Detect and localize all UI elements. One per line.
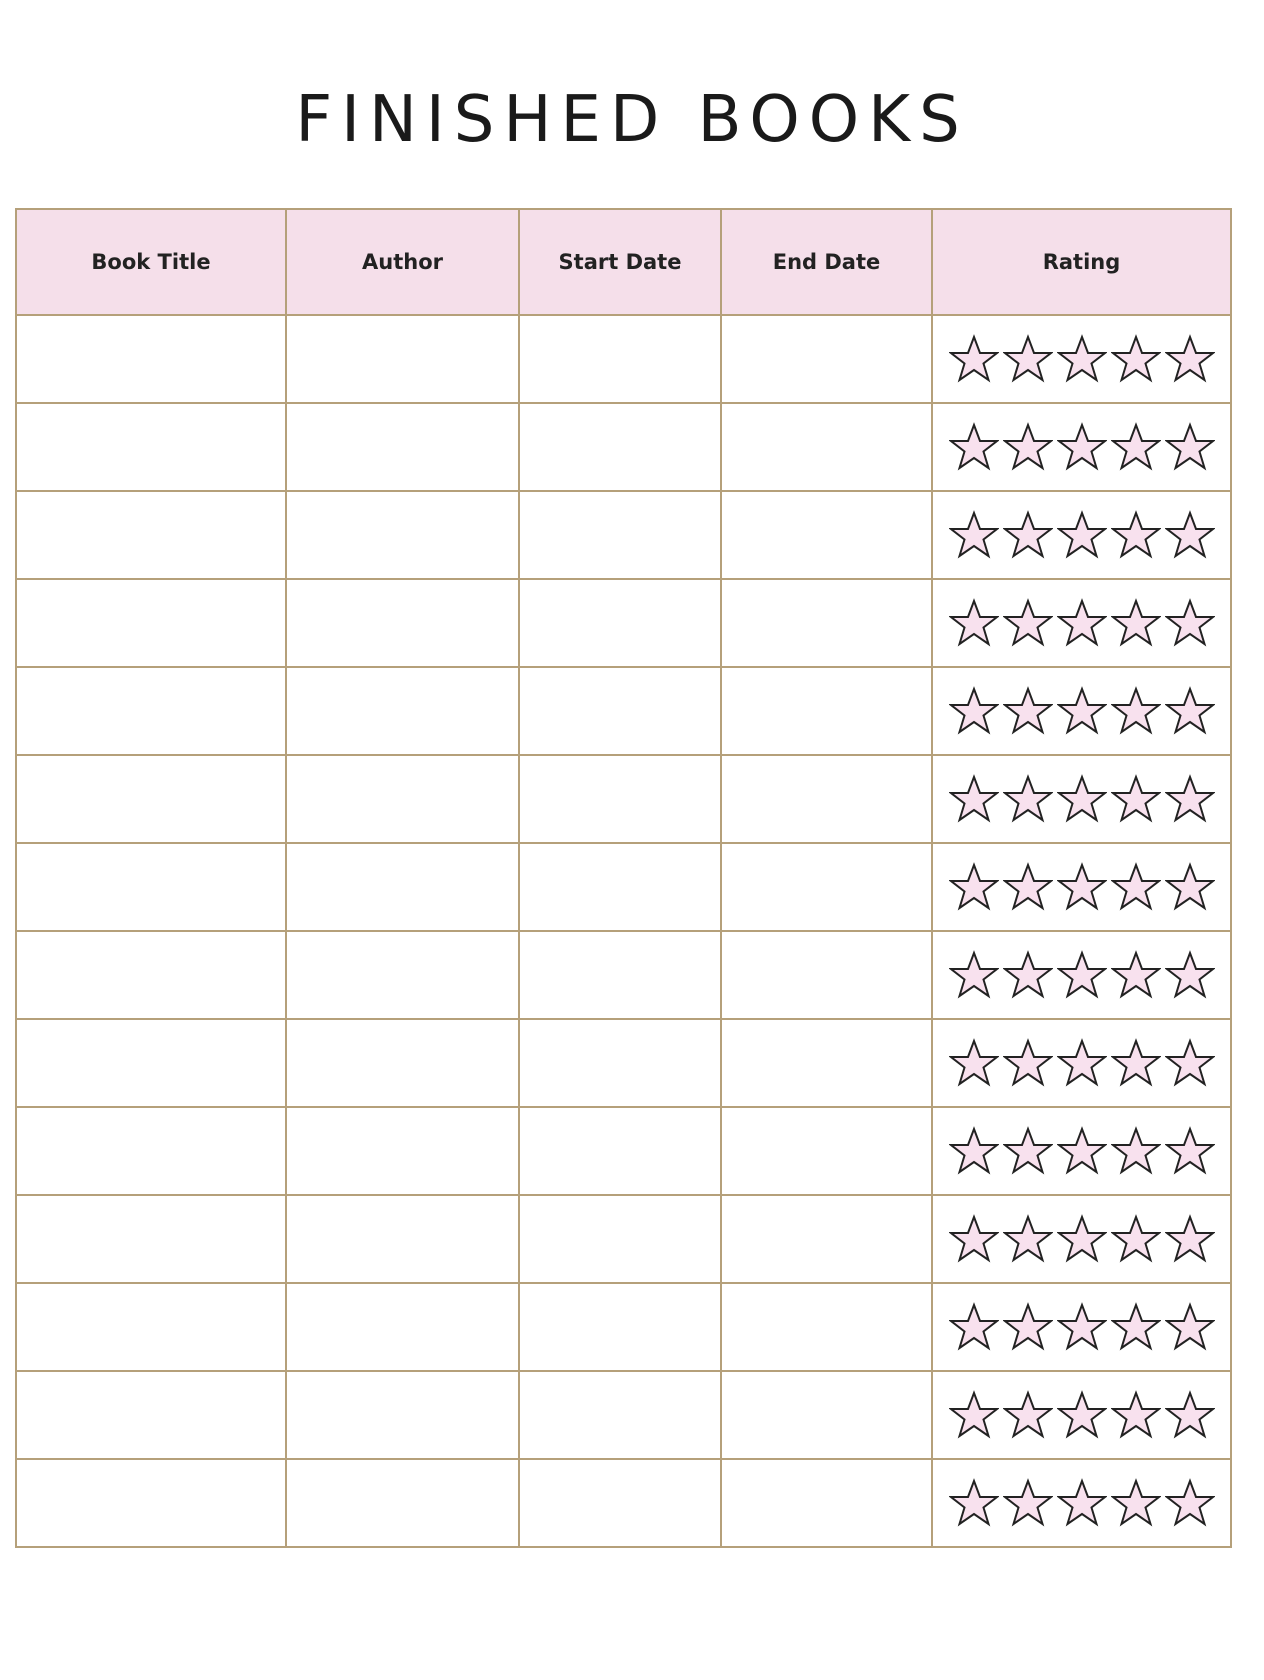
star-icon[interactable]: [1111, 1126, 1161, 1176]
star-icon[interactable]: [1057, 1038, 1107, 1088]
cell-rating: [932, 491, 1231, 579]
cell-rating: [932, 1107, 1231, 1195]
star-icon[interactable]: [1057, 1478, 1107, 1528]
cell-author[interactable]: [286, 315, 519, 403]
cell-rating: [932, 1459, 1231, 1547]
table-row: [16, 315, 1231, 403]
cell-author[interactable]: [286, 403, 519, 491]
cell-end-date[interactable]: [721, 579, 932, 667]
table-row: [16, 843, 1231, 931]
star-icon[interactable]: [1111, 862, 1161, 912]
star-icon[interactable]: [1057, 598, 1107, 648]
star-icon[interactable]: [1111, 1478, 1161, 1528]
header-book-title: Book Title: [16, 209, 286, 315]
cell-end-date[interactable]: [721, 755, 932, 843]
star-icon[interactable]: [949, 510, 999, 560]
star-icon[interactable]: [1165, 1038, 1215, 1088]
table-row: [16, 1019, 1231, 1107]
table-row: [16, 579, 1231, 667]
cell-rating: [932, 843, 1231, 931]
star-icon[interactable]: [1057, 1302, 1107, 1352]
cell-end-date[interactable]: [721, 1459, 932, 1547]
header-rating: Rating: [932, 209, 1231, 315]
cell-author[interactable]: [286, 1195, 519, 1283]
star-icon[interactable]: [1003, 686, 1053, 736]
star-icon[interactable]: [1057, 510, 1107, 560]
star-icon[interactable]: [1165, 334, 1215, 384]
cell-end-date[interactable]: [721, 843, 932, 931]
cell-start-date[interactable]: [519, 931, 721, 1019]
star-icon[interactable]: [949, 1214, 999, 1264]
cell-start-date[interactable]: [519, 1459, 721, 1547]
star-icon[interactable]: [1003, 950, 1053, 1000]
cell-start-date[interactable]: [519, 755, 721, 843]
cell-start-date[interactable]: [519, 579, 721, 667]
star-icon[interactable]: [1111, 422, 1161, 472]
star-icon[interactable]: [1165, 686, 1215, 736]
cell-rating: [932, 403, 1231, 491]
star-icon[interactable]: [1003, 1302, 1053, 1352]
table-row: [16, 403, 1231, 491]
cell-author[interactable]: [286, 1019, 519, 1107]
cell-author[interactable]: [286, 1459, 519, 1547]
star-icon[interactable]: [949, 1038, 999, 1088]
cell-rating: [932, 1019, 1231, 1107]
star-icon[interactable]: [1111, 1302, 1161, 1352]
cell-author[interactable]: [286, 1107, 519, 1195]
cell-author[interactable]: [286, 491, 519, 579]
cell-book-title[interactable]: [16, 403, 286, 491]
cell-rating: [932, 1371, 1231, 1459]
cell-rating: [932, 1283, 1231, 1371]
star-icon[interactable]: [1111, 950, 1161, 1000]
star-icon[interactable]: [1111, 510, 1161, 560]
cell-book-title[interactable]: [16, 1459, 286, 1547]
cell-book-title[interactable]: [16, 931, 286, 1019]
star-icon[interactable]: [949, 774, 999, 824]
star-icon[interactable]: [1111, 686, 1161, 736]
star-icon[interactable]: [1111, 598, 1161, 648]
cell-rating: [932, 579, 1231, 667]
star-icon[interactable]: [949, 334, 999, 384]
table-row: [16, 1107, 1231, 1195]
table-body: [16, 315, 1231, 1547]
cell-author[interactable]: [286, 843, 519, 931]
star-icon[interactable]: [1165, 422, 1215, 472]
cell-author[interactable]: [286, 1371, 519, 1459]
cell-book-title[interactable]: [16, 491, 286, 579]
star-icon[interactable]: [949, 862, 999, 912]
table-row: [16, 1283, 1231, 1371]
cell-start-date[interactable]: [519, 315, 721, 403]
cell-rating: [932, 315, 1231, 403]
cell-book-title[interactable]: [16, 1107, 286, 1195]
table-row: [16, 667, 1231, 755]
star-icon[interactable]: [1165, 510, 1215, 560]
cell-start-date[interactable]: [519, 1283, 721, 1371]
star-icon[interactable]: [1057, 1126, 1107, 1176]
star-icon[interactable]: [1165, 1478, 1215, 1528]
cell-end-date[interactable]: [721, 931, 932, 1019]
star-icon[interactable]: [1165, 862, 1215, 912]
cell-book-title[interactable]: [16, 315, 286, 403]
star-icon[interactable]: [1165, 1390, 1215, 1440]
star-icon[interactable]: [1111, 1038, 1161, 1088]
cell-start-date[interactable]: [519, 403, 721, 491]
cell-end-date[interactable]: [721, 1019, 932, 1107]
cell-book-title[interactable]: [16, 843, 286, 931]
cell-end-date[interactable]: [721, 491, 932, 579]
star-icon[interactable]: [1057, 862, 1107, 912]
star-icon[interactable]: [1003, 1478, 1053, 1528]
cell-end-date[interactable]: [721, 315, 932, 403]
cell-start-date[interactable]: [519, 1019, 721, 1107]
cell-author[interactable]: [286, 931, 519, 1019]
star-icon[interactable]: [1003, 1214, 1053, 1264]
star-icon[interactable]: [1165, 774, 1215, 824]
star-icon[interactable]: [1111, 334, 1161, 384]
star-icon[interactable]: [949, 1390, 999, 1440]
finished-books-table: [15, 208, 1232, 1548]
header-end-date: End Date: [721, 209, 932, 315]
star-icon[interactable]: [1003, 1126, 1053, 1176]
star-icon[interactable]: [949, 950, 999, 1000]
cell-rating: [932, 755, 1231, 843]
cell-start-date[interactable]: [519, 667, 721, 755]
cell-start-date[interactable]: [519, 1371, 721, 1459]
cell-author[interactable]: [286, 579, 519, 667]
star-icon[interactable]: [1003, 598, 1053, 648]
cell-book-title[interactable]: [16, 1371, 286, 1459]
cell-start-date[interactable]: [519, 491, 721, 579]
cell-book-title[interactable]: [16, 1283, 286, 1371]
cell-end-date[interactable]: [721, 667, 932, 755]
cell-start-date[interactable]: [519, 1195, 721, 1283]
star-icon[interactable]: [1057, 1214, 1107, 1264]
cell-book-title[interactable]: [16, 579, 286, 667]
star-icon[interactable]: [1165, 1126, 1215, 1176]
cell-rating: [932, 1195, 1231, 1283]
cell-author[interactable]: [286, 667, 519, 755]
table-row: [16, 931, 1231, 1019]
star-icon[interactable]: [1003, 1038, 1053, 1088]
star-icon[interactable]: [1165, 1214, 1215, 1264]
cell-end-date[interactable]: [721, 1195, 932, 1283]
star-icon[interactable]: [1057, 334, 1107, 384]
cell-author[interactable]: [286, 755, 519, 843]
star-icon[interactable]: [1165, 1302, 1215, 1352]
star-icon[interactable]: [1111, 1214, 1161, 1264]
cell-book-title[interactable]: [16, 1195, 286, 1283]
cell-book-title[interactable]: [16, 1019, 286, 1107]
star-icon[interactable]: [949, 1302, 999, 1352]
cell-rating: [932, 667, 1231, 755]
cell-rating: [932, 931, 1231, 1019]
star-icon[interactable]: [1057, 774, 1107, 824]
table-row: [16, 1371, 1231, 1459]
table-header-row: [16, 209, 1231, 315]
star-icon[interactable]: [949, 1478, 999, 1528]
cell-end-date[interactable]: [721, 1107, 932, 1195]
table-row: [16, 491, 1231, 579]
star-icon[interactable]: [1111, 1390, 1161, 1440]
table-row: [16, 1195, 1231, 1283]
page-title: FINISHED BOOKS: [295, 83, 969, 157]
star-icon[interactable]: [1111, 774, 1161, 824]
star-icon[interactable]: [1165, 598, 1215, 648]
cell-author[interactable]: [286, 1283, 519, 1371]
cell-end-date[interactable]: [721, 1283, 932, 1371]
star-icon[interactable]: [1057, 950, 1107, 1000]
star-icon[interactable]: [1003, 862, 1053, 912]
star-icon[interactable]: [949, 598, 999, 648]
cell-book-title[interactable]: [16, 755, 286, 843]
cell-end-date[interactable]: [721, 403, 932, 491]
table-row: [16, 755, 1231, 843]
table-row: [16, 1459, 1231, 1547]
header-author: Author: [286, 209, 519, 315]
cell-book-title[interactable]: [16, 667, 286, 755]
star-icon[interactable]: [1003, 422, 1053, 472]
cell-start-date[interactable]: [519, 843, 721, 931]
star-icon[interactable]: [1003, 774, 1053, 824]
star-icon[interactable]: [1165, 950, 1215, 1000]
star-icon[interactable]: [1003, 334, 1053, 384]
star-icon[interactable]: [1057, 422, 1107, 472]
star-icon[interactable]: [949, 422, 999, 472]
star-icon[interactable]: [1003, 510, 1053, 560]
star-icon[interactable]: [949, 1126, 999, 1176]
header-start-date: Start Date: [519, 209, 721, 315]
star-icon[interactable]: [1003, 1390, 1053, 1440]
star-icon[interactable]: [1057, 1390, 1107, 1440]
cell-start-date[interactable]: [519, 1107, 721, 1195]
star-icon[interactable]: [949, 686, 999, 736]
star-icon[interactable]: [1057, 686, 1107, 736]
cell-end-date[interactable]: [721, 1371, 932, 1459]
